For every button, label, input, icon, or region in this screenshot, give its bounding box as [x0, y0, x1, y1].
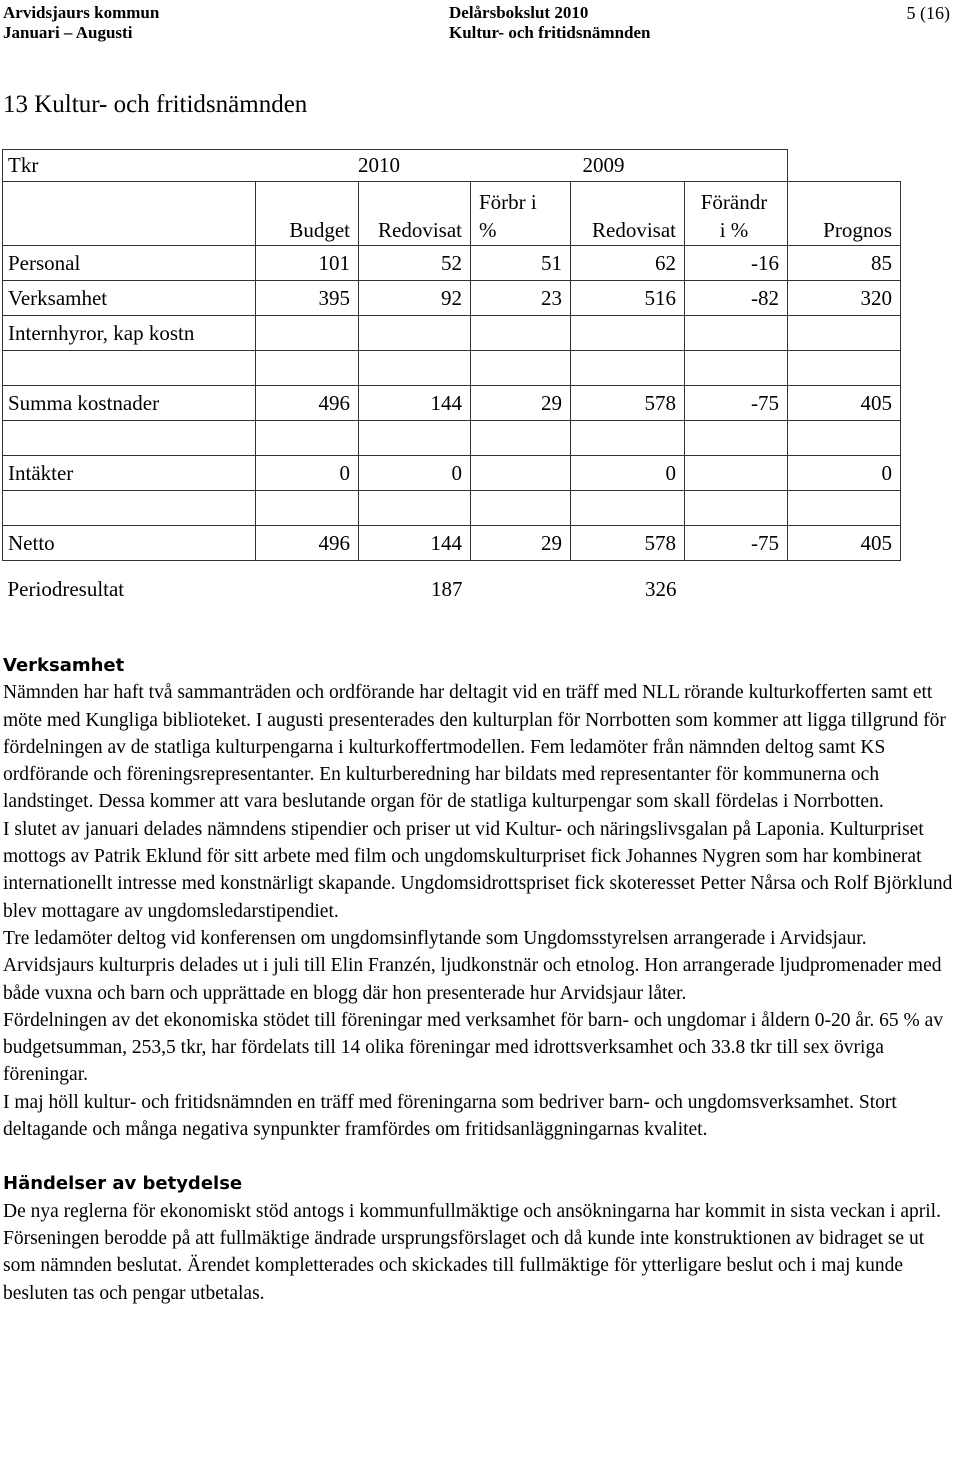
- col-forbr-line2: %: [479, 218, 497, 242]
- col-prognos: Prognos: [788, 182, 901, 246]
- cell-redovisat: 0: [359, 456, 471, 491]
- verksamhet-paragraph: Nämnden har haft två sammanträden och ordförande har deltagit vid en träff med NLL rörande kulturkofferten samt ett möte med Kungliga biblioteket. I augusti presenterades den kulturplan för Norrbotten som kommer att ligga tillgrund för fördelningen av de statliga kulturpengarna i kulturkoffertmodellen. Fem ledamöter från nämnden deltog samt KS ordförande och föreningsrepresentanter. En kulturberedning har bildats med representanter för kommunerna och landstinget. Dessa kommer att vara beslutande organ för de statliga kulturpengar som skall fördelas i Norrbotten.: [3, 682, 946, 813]
- col-forbr: [471, 182, 571, 246]
- year-row-cell: [685, 150, 788, 182]
- table-row: [3, 281, 901, 316]
- col-redovisat-2009: Redovisat: [571, 182, 685, 246]
- table-row: [3, 316, 901, 351]
- cell-prognos: 85: [788, 246, 901, 281]
- financial-table: [2, 149, 901, 619]
- row-label: Verksamhet: [3, 281, 256, 316]
- cell-redovisat-2009: 578: [571, 386, 685, 421]
- cell-budget: 496: [256, 386, 359, 421]
- verksamhet-paragraph: Arvidsjaurs kulturpris delades ut i juli till Elin Franzén, ljudkonstnär och etnolog. Hon arrangerade ljudpromenader med både vuxna och barn och upprättade en blogg där hon presenterade hur Arvidsjaur låter.: [3, 955, 942, 1004]
- cell-prognos: 405: [788, 386, 901, 421]
- handelser-paragraph: De nya reglerna för ekonomiskt stöd antogs i kommunfullmäktige och ansökningarna har kommit in sista veckan i april. Förseningen berodde på att fullmäktige ändrade ursprungsförslaget och då kunde inte konstruktionen av bidraget se ut som nämnden beslutat. Ärendet kompletterades och skickades till fullmäktige för ytterligare beslut och i maj kunde besluten tas och pengar utbetalas.: [3, 1200, 941, 1304]
- header-org: Arvidsjaurs kommun: [3, 3, 160, 22]
- table-spacer-row: [3, 491, 901, 526]
- cell-forandr: -16: [685, 246, 788, 281]
- cell-forandr: [685, 316, 788, 351]
- handelser-heading: Händelser av betydelse: [3, 1173, 243, 1195]
- cell-redovisat: 92: [359, 281, 471, 316]
- cell-prognos: 320: [788, 281, 901, 316]
- verksamhet-paragraph: I slutet av januari delades nämndens stipendier och priser ut vid Kultur- och näringslivsgalan på Laponia. Kulturpriset mottogs av Patrik Eklund för sitt arbete med film och ungdomskulturpriset fick Johannes Nygren som har kombinerat internationellt intresse med konstnärligt skapande. Ungdomsidrottspriset fick skoteresset Petter Nårsa och Rolf Björklund blev mottagare av ungdomsledarstipendiet.: [3, 818, 953, 922]
- cell-prognos: [788, 316, 901, 351]
- tkr-label: Tkr: [3, 150, 256, 182]
- cell-forbr: 51: [471, 246, 571, 281]
- col-forbr-line1: Förbr i: [479, 190, 537, 214]
- cell-forbr: 29: [471, 386, 571, 421]
- periodresultat-redovisat-2009: 326: [571, 561, 685, 619]
- periodresultat-empty: [471, 561, 571, 619]
- cell-forandr: -75: [685, 526, 788, 561]
- table-year-row: [3, 150, 901, 182]
- cell-redovisat-2009: 516: [571, 281, 685, 316]
- cell-forandr: -82: [685, 281, 788, 316]
- cell-prognos: 0: [788, 456, 901, 491]
- row-label: Personal: [3, 246, 256, 281]
- table-column-header-row: [3, 182, 901, 246]
- verksamhet-heading: Verksamhet: [3, 655, 125, 676]
- cell-redovisat: 52: [359, 246, 471, 281]
- cell-forbr: [471, 316, 571, 351]
- header-page: 5 (16): [906, 3, 950, 23]
- cell-budget: 101: [256, 246, 359, 281]
- table-spacer-row: [3, 421, 901, 456]
- row-label: Summa kostnader: [3, 386, 256, 421]
- header-report: Delårsbokslut 2010: [449, 3, 589, 22]
- cell-redovisat-2009: 0: [571, 456, 685, 491]
- body-text: [3, 652, 958, 1307]
- cell-redovisat-2009: 578: [571, 526, 685, 561]
- periodresultat-empty: [788, 561, 901, 619]
- cell-redovisat: [359, 316, 471, 351]
- cell-redovisat-2009: 62: [571, 246, 685, 281]
- year-2010: 2010: [256, 150, 471, 182]
- col-budget: Budget: [256, 182, 359, 246]
- verksamhet-paragraph: Fördelningen av det ekonomiska stödet till föreningar med verksamhet för barn- och ungdomar i åldern 0-20 år. 65 % av budgetsumman, 253,5 tkr, har fördelats till 14 olika föreningar med idrottsverksamhet och 33.8 tkr till sex övriga föreningar.: [3, 1009, 944, 1086]
- cell-prognos: 405: [788, 526, 901, 561]
- cell-budget: 0: [256, 456, 359, 491]
- col-forandr-line1: Förändr: [700, 190, 768, 214]
- table-row: [3, 386, 901, 421]
- table-row: [3, 246, 901, 281]
- col-forandr: [685, 182, 788, 246]
- cell-forbr: 29: [471, 526, 571, 561]
- periodresultat-empty: [685, 561, 788, 619]
- cell-forandr: -75: [685, 386, 788, 421]
- cell-forbr: 23: [471, 281, 571, 316]
- cell-redovisat-2009: [571, 316, 685, 351]
- col-redovisat-2010: Redovisat: [359, 182, 471, 246]
- header-period: Januari – Augusti: [3, 23, 133, 42]
- header-empty-cell: [3, 182, 256, 246]
- table-row: [3, 526, 901, 561]
- row-label: Intäkter: [3, 456, 256, 491]
- year-row-empty: [788, 150, 901, 182]
- col-forandr-line2: i %: [719, 218, 749, 242]
- cell-forandr: [685, 456, 788, 491]
- row-label: Internhyror, kap kostn: [3, 316, 256, 351]
- section-title: 13 Kultur- och fritidsnämnden: [3, 91, 308, 118]
- periodresultat-redovisat: 187: [359, 561, 471, 619]
- header-unit: Kultur- och fritidsnämnden: [449, 23, 651, 42]
- cell-budget: 496: [256, 526, 359, 561]
- table-row: [3, 456, 901, 491]
- section-spacer: [3, 1143, 958, 1170]
- cell-redovisat: 144: [359, 386, 471, 421]
- year-2009: 2009: [471, 150, 685, 182]
- periodresultat-row: [3, 561, 901, 619]
- cell-redovisat: 144: [359, 526, 471, 561]
- periodresultat-label: Periodresultat: [3, 561, 256, 619]
- periodresultat-empty: [256, 561, 359, 619]
- cell-budget: [256, 316, 359, 351]
- table-spacer-row: [3, 351, 901, 386]
- verksamhet-paragraph: Tre ledamöter deltog vid konferensen om ungdomsinflytande som Ungdomsstyrelsen arrangerade i Arvidsjaur.: [3, 927, 867, 949]
- verksamhet-paragraph: I maj höll kultur- och fritidsnämnden en träff med föreningarna som bedriver barn- och ungdomsverksamhet. Stort deltagande och många negativa synpunkter framfördes om fritidsanläggningarnas kvalitet.: [3, 1091, 897, 1141]
- cell-budget: 395: [256, 281, 359, 316]
- cell-forbr: [471, 456, 571, 491]
- row-label: Netto: [3, 526, 256, 561]
